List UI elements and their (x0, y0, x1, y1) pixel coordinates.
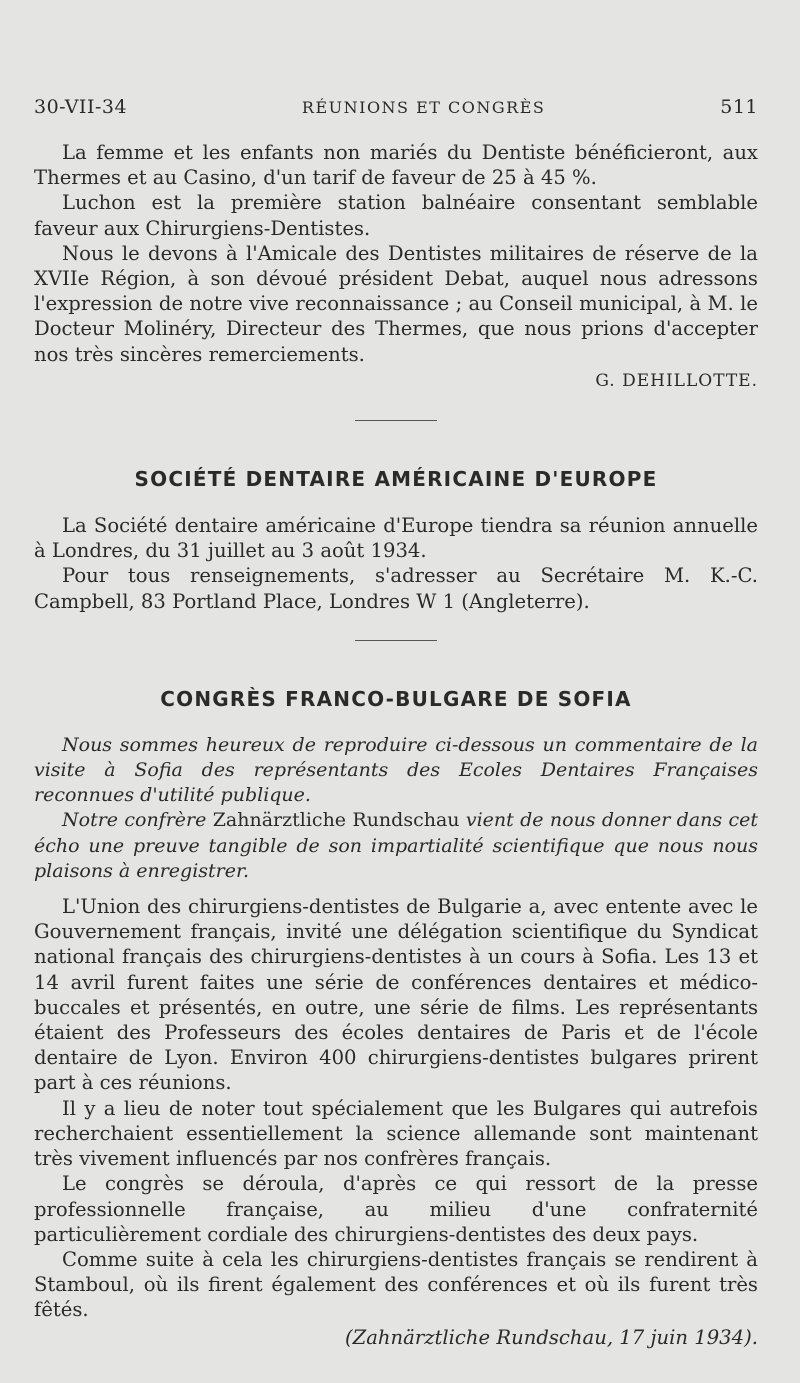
journal-name: Zahnärztliche Rundschau (212, 809, 460, 832)
section-heading: CONGRÈS FRANCO-BULGARE DE SOFIA (160, 686, 632, 711)
editorial-intro (34, 733, 758, 884)
header-date: 30-VII-34 (34, 96, 128, 118)
section-congres-sofia (34, 687, 758, 1350)
signature: G. DEHILLOTTE. (595, 370, 758, 391)
section-divider (355, 640, 437, 641)
paragraph: Le congrès se déroula, d'après ce qui ressort de la presse professionnelle française, au milieu d'une confraternité particulièrement cordiale des chirurgiens-dentistes des deux pays. (34, 1172, 758, 1246)
intro-text: vient de nous donner dans cet écho une preuve tangible de son impartialité scientifique que nous nous plaisons à enregistrer. (34, 809, 758, 882)
paragraph: Pour tous renseignements, s'adresser au Secrétaire M. K.-C. Campbell, 83 Portland Place, Londres W 1 (Angleterre). (34, 564, 758, 613)
paragraph: La Société dentaire américaine d'Europe tiendra sa réunion annuelle à Londres, du 31 juillet au 3 août 1934. (34, 514, 758, 563)
intro-paragraph: Nous sommes heureux de reproduire ci-dessous un commentaire de la visite à Sofia des représentants des Ecoles Dentaires Françaises reconnues d'utilité publique. (34, 733, 758, 807)
paragraph: Nous le devons à l'Amicale des Dentistes militaires de réserve de la XVIIe Région, à son dévoué président Debat, auquel nous adressons l'expression de notre vive reconnaissance ; au Conseil municipal, à M. le Docteur Molinéry, Directeur des Thermes, que nous prions d'accepter nos très sincères remerciements. (34, 241, 758, 366)
section-luchon (34, 140, 758, 394)
citation: (Zahnärztliche Rundschau, 17 juin 1934). (344, 1325, 758, 1349)
intro-paragraph (34, 808, 758, 884)
paragraph: Comme suite à cela les chirurgiens-dentistes français se rendirent à Stamboul, où ils firent également des conférences et où ils furent très fêtés. (34, 1247, 758, 1322)
running-header (34, 96, 758, 118)
paragraph: L'Union des chirurgiens-dentistes de Bulgarie a, avec entente avec le Gouvernement français, invité une délégation scientifique du Syndicat national français des chirurgiens-dentistes à un cours à Sofia. Les 13 et 14 avril furent faites une série de conférences dentaires et médico-buccales et présentés, en outre, une série de films. Les représentants étaient des Professeurs des écoles dentaires de Paris et de l'école dentaire de Lyon. Environ 400 chirurgiens-dentistes bulgares prirent part à ces réunions. (34, 895, 758, 1095)
paragraph: Il y a lieu de noter tout spécialement que les Bulgares qui autrefois recherchaient essentiellement la science allemande sont maintenant très vivement influencés par nos confrères français. (34, 1096, 758, 1171)
section-divider (355, 420, 437, 421)
page-number: 511 (720, 96, 758, 118)
paragraph: Luchon est la première station balnéaire consentant semblable faveur aux Chirurgiens-Dentistes. (34, 191, 758, 240)
intro-text: Notre confrère (62, 809, 207, 832)
section-societe-dentaire (34, 467, 758, 614)
paragraph: La femme et les enfants non mariés du Dentiste bénéficieront, aux Thermes et au Casino, d'un tarif de faveur de 25 à 45 %. (34, 141, 758, 190)
section-heading: SOCIÉTÉ DENTAIRE AMÉRICAINE D'EUROPE (134, 467, 658, 492)
header-section-title: RÉUNIONS ET CONGRÈS (301, 98, 546, 117)
